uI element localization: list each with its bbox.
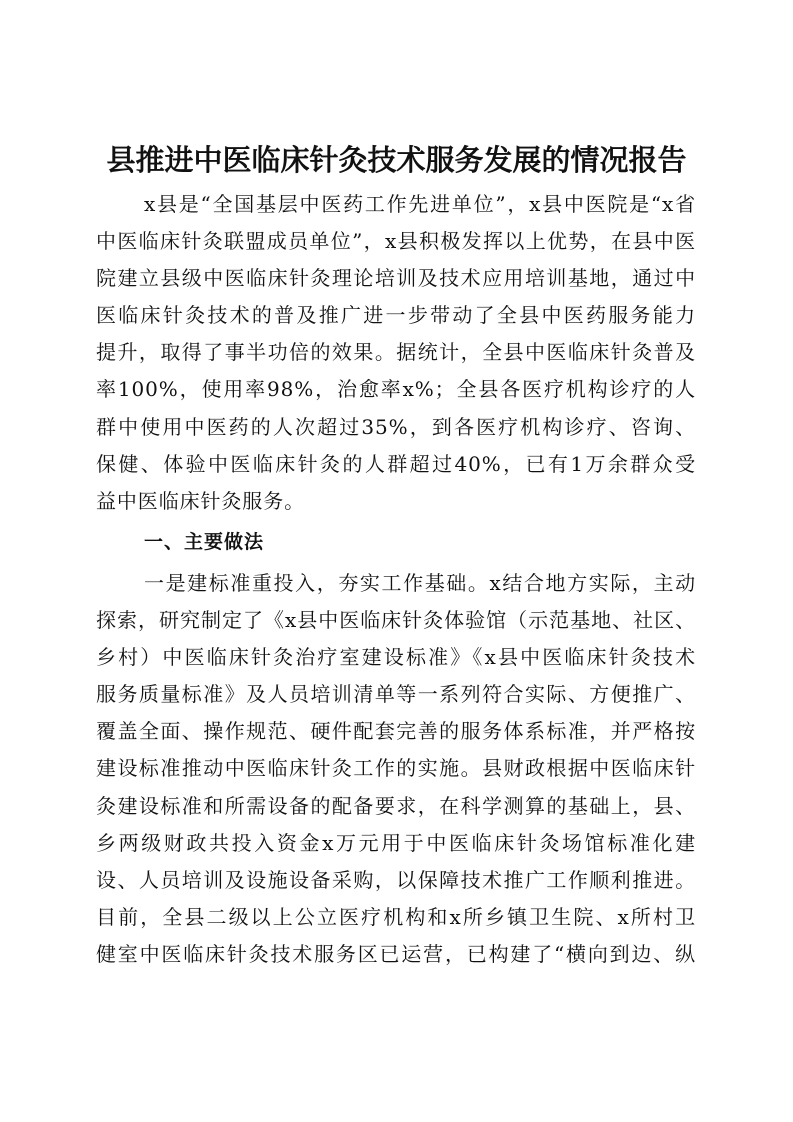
section-line: 灸建设标准和所需设备的配备要求，在科学测算的基础上，县、: [96, 793, 696, 818]
section-line: 服务质量标准》及人员培训清单等一系列符合实际、方便推广、: [96, 682, 696, 707]
intro-line: 提升，取得了事半功倍的效果。据统计，全县中医临床针灸普及: [96, 340, 696, 365]
intro-paragraph: [96, 186, 696, 520]
section-line: 设、人员培训及设施设备采购，以保障技术推广工作顺利推进。: [96, 867, 696, 892]
section-line: 健室中医临床针灸技术服务区已运营，已构建了“横向到边、纵: [96, 941, 696, 966]
section-line: 乡村）中医临床针灸治疗室建设标准》《x县中医临床针灸技术: [96, 645, 696, 670]
section-line: 乡两级财政共投入资金x万元用于中医临床针灸场馆标准化建: [96, 830, 696, 855]
section-heading: 一、主要做法: [144, 531, 265, 553]
section-line: 覆盖全面、操作规范、硬件配套完善的服务体系标准，并严格按: [96, 719, 696, 744]
intro-line: 群中使用中医药的人次超过35%，到各医疗机构诊疗、咨询、: [96, 414, 696, 439]
intro-line: 益中医临床针灸服务。: [96, 488, 305, 513]
intro-line: 中医临床针灸联盟成员单位”，x县积极发挥以上优势，在县中医: [96, 229, 696, 254]
document-title: 县推进中医临床针灸技术服务发展的情况报告: [106, 143, 687, 177]
intro-line: 保健、体验中医临床针灸的人群超过40%，已有1万余群众受: [96, 451, 696, 476]
intro-line: 医临床针灸技术的普及推广进一步带动了全县中医药服务能力: [96, 303, 696, 328]
section-line: 建设标准推动中医临床针灸工作的实施。县财政根据中医临床针: [96, 756, 696, 781]
intro-line: 院建立县级中医临床针灸理论培训及技术应用培训基地，通过中: [96, 266, 696, 291]
section-line: 探索，研究制定了《x县中医临床针灸体验馆（示范基地、社区、: [96, 608, 696, 633]
section-1-paragraph: [96, 565, 696, 973]
intro-line: 率100%，使用率98%，治愈率x%；全县各医疗机构诊疗的人: [96, 377, 696, 402]
section-line: 目前，全县二级以上公立医疗机构和x所乡镇卫生院、x所村卫: [96, 904, 696, 929]
section-line: 一是建标准重投入，夯实工作基础。x结合地方实际，主动: [144, 571, 696, 595]
intro-line: x县是“全国基层中医药工作先进单位”，x县中医院是“x省: [144, 192, 696, 216]
